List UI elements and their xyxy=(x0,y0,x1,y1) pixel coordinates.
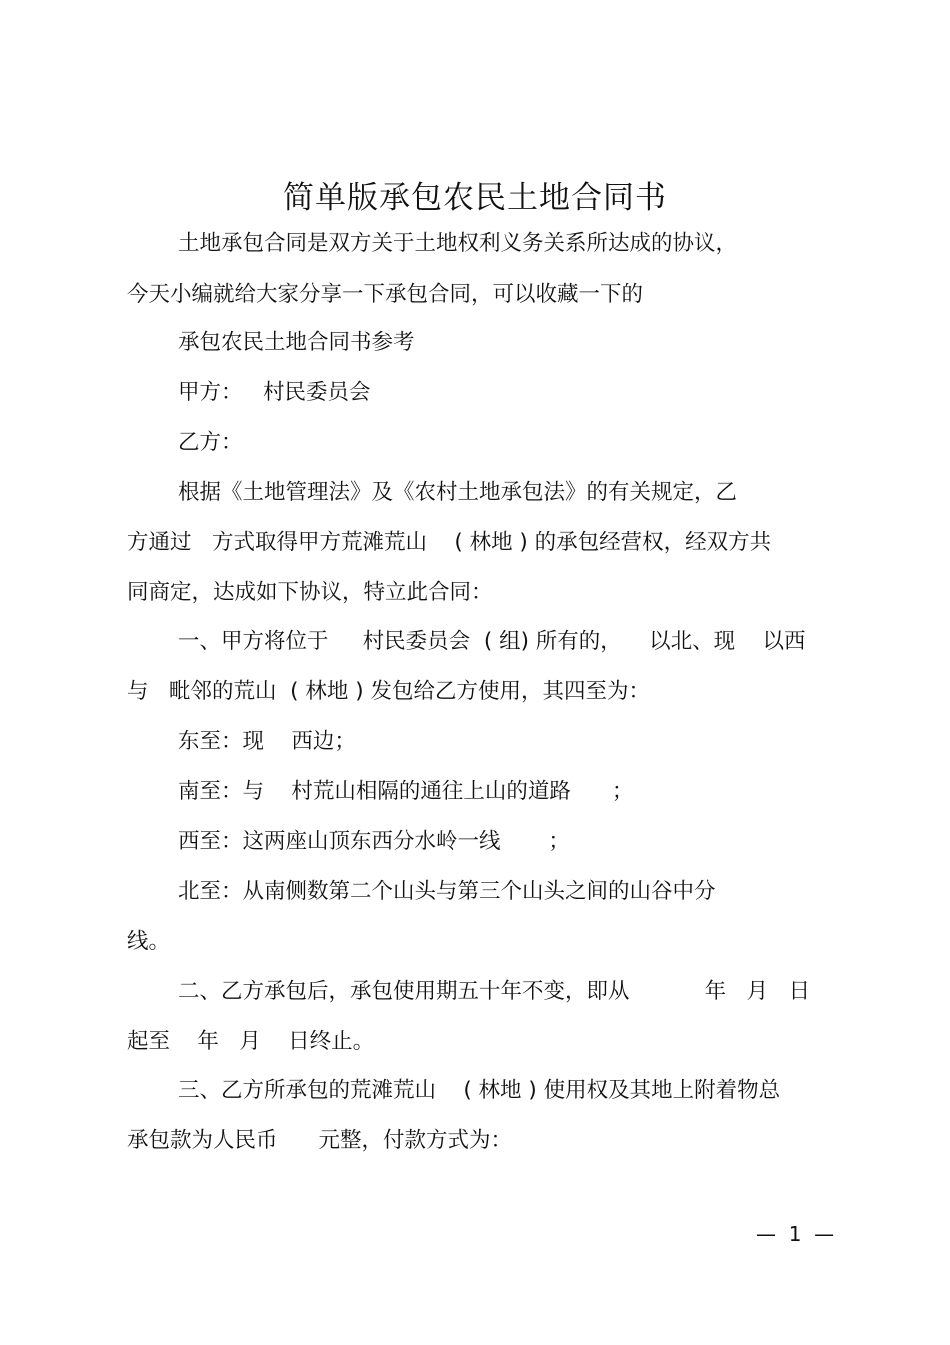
boundary-west-line: 西至：这两座山顶东西分水岭一线 ； xyxy=(178,829,570,854)
paragraph-line: 同商定，达成如下协议，特立此合同： xyxy=(127,580,493,605)
paragraph-line: 一、甲方将位于 村民委员会 ( 组) 所有的， 以北、现 以西 xyxy=(178,629,806,654)
paragraph-line: 承包农民土地合同书参考 xyxy=(178,330,415,355)
paragraph-line: 二、乙方承包后，承包使用期五十年不变，即从 年 月 日 xyxy=(178,979,811,1004)
boundary-south-line: 南至：与 村荒山相隔的通往上山的道路 ； xyxy=(178,779,634,804)
paragraph-line: 方通过 方式取得甲方荒滩荒山 ( 林地 ) 的承包经营权，经双方共 xyxy=(127,530,772,555)
boundary-north-line: 北至：从南侧数第二个山头与第三个山头之间的山谷中分 xyxy=(178,879,716,904)
page-number: — 1 — xyxy=(756,1222,835,1246)
paragraph-line: 根据《土地管理法》及《农村土地承包法》的有关规定，乙 xyxy=(178,480,738,505)
paragraph-line: 承包款为人民币 元整，付款方式为： xyxy=(127,1128,513,1153)
party-a-line: 甲方： 村民委员会 xyxy=(178,380,371,405)
paragraph-line: 今天小编就给大家分享一下承包合同，可以收藏一下的 xyxy=(127,282,644,307)
paragraph-line: 线。 xyxy=(127,929,171,954)
paragraph-line: 土地承包合同是双方关于土地权利义务关系所达成的协议， xyxy=(178,231,738,256)
paragraph-line: 三、乙方所承包的荒滩荒山 ( 林地 ) 使用权及其地上附着物总 xyxy=(178,1078,781,1103)
paragraph-line: 起至 年 月 日终止。 xyxy=(127,1029,375,1054)
document-title: 简单版承包农民土地合同书 xyxy=(283,180,667,216)
party-b-line: 乙方： xyxy=(178,430,243,455)
boundary-east-line: 东至：现 西边； xyxy=(178,729,356,754)
paragraph-line: 与 毗邻的荒山 ( 林地 ) 发包给乙方使用，其四至为： xyxy=(127,679,650,704)
